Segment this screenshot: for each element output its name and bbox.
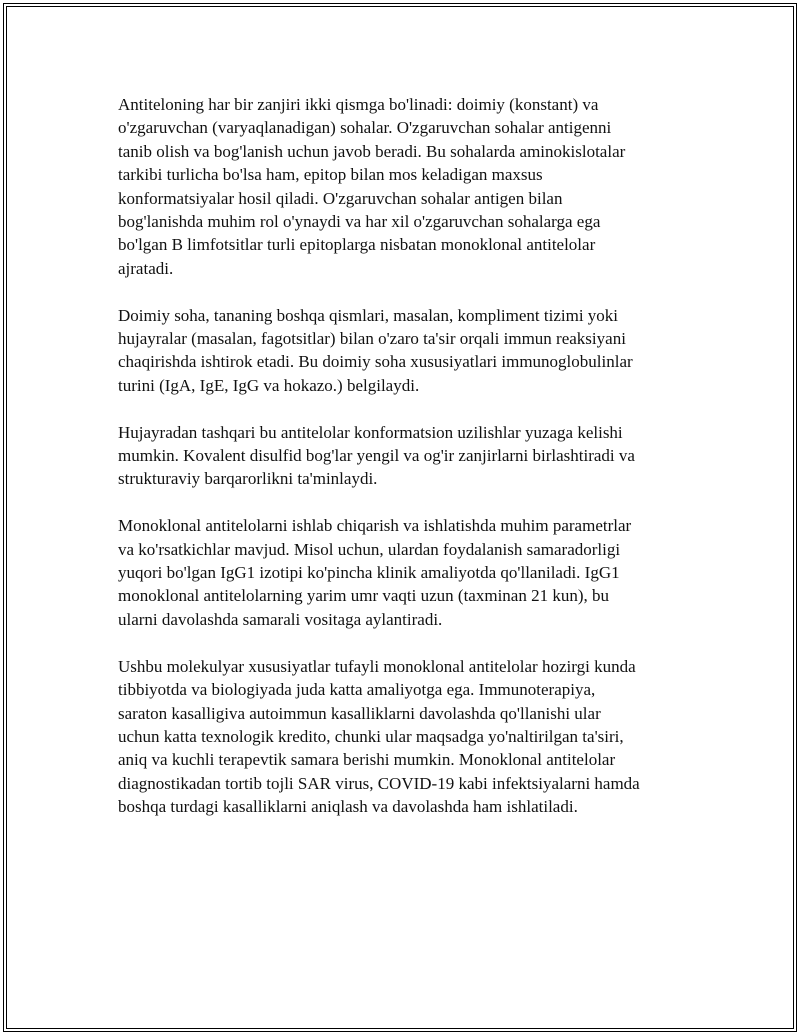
paragraph-applications: Ushbu molekulyar xususiyatlar tufayli monoklonal antitelolar hozirgi kunda tibbiyotda va biologiyada juda katta amaliyotga ega. Immunoterapiya, saraton kasalligiva autoimmun kasalliklarni davolashda qo'llanishi ular uchun katta texnologik kredito, chunki ular maqsadga yo'naltirilgan ta'siri, aniq va kuchli terapevtik samara berishi mumkin. Monoklonal antitelolar diagnostikadan tortib tojli SAR virus, COVID-19 kabi infektsiyalarni hamda boshqa turdagi kasalliklarni aniqlash va davolashda ham ishlatiladi. [118, 656, 640, 817]
paragraph-production-parameters: Monoklonal antitelolarni ishlab chiqarish va ishlatishda muhim parametrlar va ko'rsatkichlar mavjud. Misol uchun, ulardan foydalanish samaradorligi yuqori bo'lgan IgG1 izotipi ko'pincha klinik amaliyotda qo'llaniladi. IgG1 monoklonal antitelolarning yarim umr vaqti uzun (taxminan 21 kun), bu ularni davolashda samarali vositaga aylantiradi. [118, 516, 632, 629]
document-body [118, 93, 708, 842]
paragraph-variable-regions: Antiteloning har bir zanjiri ikki qismga bo'linadi: doimiy (konstant) va o'zgaruvchan (varyaqlanadigan) sohalar. O'zgaruvchan sohalar antigenni tanib olish va bog'lanish uchun javob beradi. Bu sohalarda aminokislotalar tarkibi turlicha bo'lsa ham, epitop bilan mos keladigan maxsus konformatsiyalar hosil qiladi. O'zgaruvchan sohalar antigen bilan bog'lanishda muhim rol o'ynaydi va har xil o'zgaruvchan sohalarga ega bo'lgan B limfotsitlar turli epitoplarga nisbatan monoklonal antitelolar ajratadi. [118, 95, 626, 278]
paragraph-constant-region: Doimiy soha, tananing boshqa qismlari, masalan, kompliment tizimi yoki hujayralar (masalan, fagotsitlar) bilan o'zaro ta'sir orqali immun reaksiyani chaqirishda ishtirok etadi. Bu doimiy soha xususiyatlari immunoglobulinlar turini (IgA, IgE, IgG va hokazo.) belgilaydi. [118, 305, 633, 395]
paragraph-disulfide-bonds: Hujayradan tashqari bu antitelolar konformatsion uzilishlar yuzaga kelishi mumkin. Kovalent disulfid bog'lar yengil va og'ir zanjirlarni birlashtiradi va strukturaviy barqarorlikni ta'minlaydi. [118, 422, 635, 489]
